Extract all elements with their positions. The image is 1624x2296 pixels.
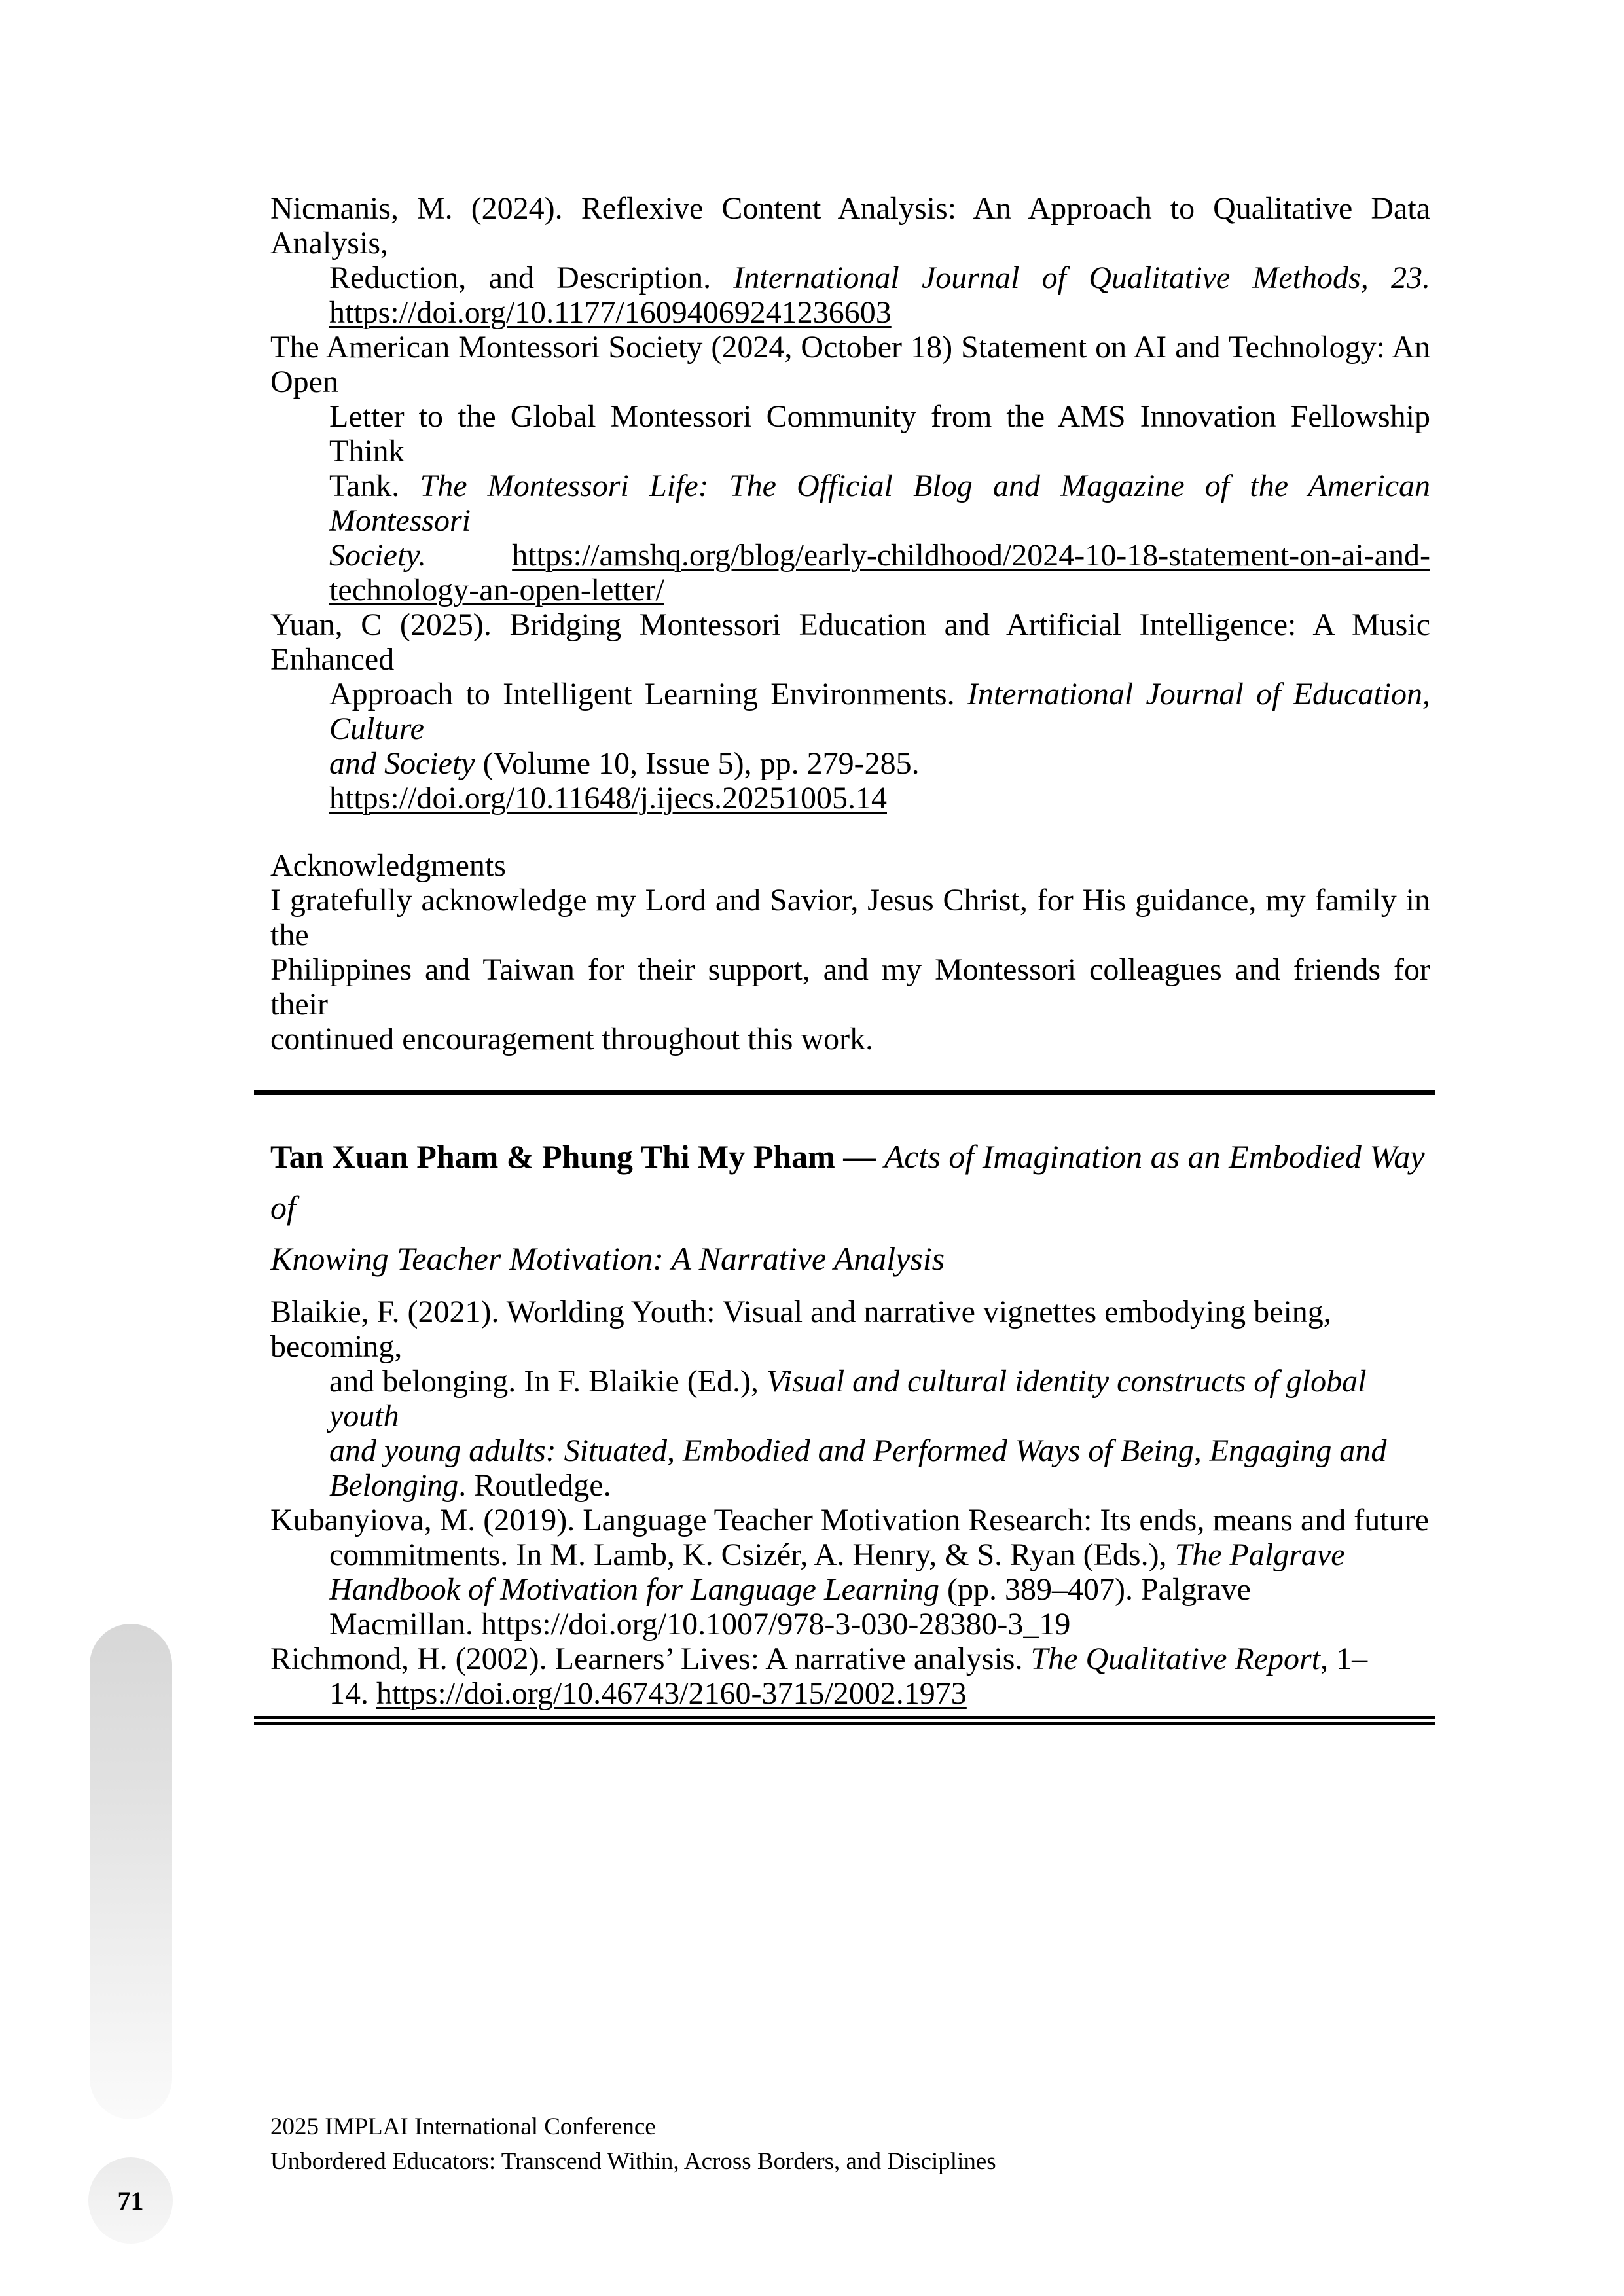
reference-entry bbox=[270, 191, 1430, 330]
text-segment: commitments. In M. Lamb, K. Csizér, A. Henry, & S. Ryan (Eds.), bbox=[329, 1537, 1175, 1572]
text-line bbox=[329, 573, 1430, 607]
text-line bbox=[270, 1295, 1430, 1364]
text-segment: Approach to Intelligent Learning Environments. bbox=[329, 677, 967, 711]
text-segment: Nicmanis, M. (2024). Reflexive Content Analysis: An Approach to Qualitative Data Analysis, bbox=[270, 191, 1430, 260]
text-line bbox=[329, 1433, 1430, 1468]
text-segment: , 1– bbox=[1320, 1641, 1368, 1676]
text-segment: and belonging. In F. Blaikie (Ed.), bbox=[329, 1364, 767, 1399]
link-url[interactable]: https://doi.org/10.1177/16094069241236603 bbox=[329, 295, 892, 330]
text-segment: Knowing Teacher Motivation: A Narrative Analysis bbox=[270, 1240, 945, 1277]
reference-list-montessori bbox=[270, 191, 1430, 816]
reference-entry bbox=[270, 607, 1430, 816]
text-line bbox=[270, 883, 1430, 952]
text-line bbox=[329, 1572, 1430, 1607]
text-line bbox=[270, 1641, 1430, 1676]
end-of-section-double-divider bbox=[254, 1716, 1435, 1725]
text-line bbox=[329, 469, 1430, 538]
text-line bbox=[270, 1022, 1430, 1056]
text-line bbox=[329, 538, 1430, 573]
text-segment: Blaikie, F. (2021). Worlding Youth: Visual and narrative vignettes embodying being, becoming, bbox=[270, 1295, 1331, 1364]
page-number: 71 bbox=[117, 2185, 144, 2215]
text-line bbox=[329, 295, 1430, 330]
text-line bbox=[329, 399, 1430, 469]
text-line bbox=[329, 1468, 1430, 1503]
footer-conference-theme: Unbordered Educators: Transcend Within, Across Borders, and Disciplines bbox=[270, 2148, 996, 2175]
section-divider bbox=[254, 1090, 1435, 1095]
text-segment: International Journal of Qualitative Methods, 23. bbox=[733, 260, 1431, 295]
text-segment: I gratefully acknowledge my Lord and Savior, Jesus Christ, for His guidance, my family in the bbox=[270, 883, 1430, 952]
text-segment: The Qualitative Report bbox=[1030, 1641, 1321, 1676]
acknowledgments-heading: Acknowledgments bbox=[270, 848, 506, 883]
text-line bbox=[270, 330, 1430, 399]
text-segment: Visual and cultural identity constructs of global youth bbox=[329, 1364, 1367, 1433]
text-line bbox=[329, 746, 1430, 816]
text-segment: Acts of Imagination as an Embodied Way of bbox=[270, 1138, 1425, 1226]
paper-authors-title-heading bbox=[270, 1131, 1430, 1284]
text-segment: Macmillan. https://doi.org/10.1007/978-3-030-28380-3_19 bbox=[329, 1607, 1071, 1641]
reference-entry bbox=[270, 330, 1430, 607]
text-segment: Society. bbox=[329, 538, 513, 573]
text-line bbox=[329, 1607, 1430, 1641]
text-segment: International Journal of Education, Culture bbox=[329, 677, 1430, 746]
text-line bbox=[270, 607, 1430, 677]
text-segment: Kubanyiova, M. (2019). Language Teacher Motivation Research: Its ends, means and future bbox=[270, 1503, 1429, 1537]
text-line bbox=[329, 1676, 1430, 1711]
text-line bbox=[270, 952, 1430, 1022]
text-segment: Belonging bbox=[329, 1468, 459, 1503]
footer bbox=[270, 2113, 996, 2182]
text-line bbox=[329, 260, 1430, 295]
text-line bbox=[329, 1364, 1430, 1433]
text-line bbox=[329, 677, 1430, 746]
reference-entry bbox=[270, 1295, 1430, 1503]
text-line bbox=[270, 1131, 1430, 1233]
reference-entry bbox=[270, 1641, 1430, 1711]
text-line bbox=[270, 1233, 1430, 1284]
text-line bbox=[270, 191, 1430, 260]
text-segment: and young adults: Situated, Embodied and Performed Ways of Being, Engaging and bbox=[329, 1433, 1387, 1468]
text-segment: Tank. bbox=[329, 469, 420, 503]
page-number-badge bbox=[88, 2157, 173, 2244]
text-segment: continued encouragement throughout this work. bbox=[270, 1022, 874, 1056]
link-url[interactable]: https://amshq.org/blog/early-childhood/2024-10-18-statement-on-ai-and- bbox=[512, 538, 1430, 573]
text-segment: Letter to the Global Montessori Community from the AMS Innovation Fellowship Think bbox=[329, 399, 1430, 469]
acknowledgments-text bbox=[270, 883, 1430, 1056]
left-margin-decoration bbox=[90, 1624, 172, 2119]
text-segment: Handbook of Motivation for Language Learning bbox=[329, 1572, 947, 1607]
text-segment: Tan Xuan Pham & Phung Thi My Pham — bbox=[270, 1138, 884, 1175]
text-segment: Yuan, C (2025). Bridging Montessori Education and Artificial Intelligence: A Music Enhanced bbox=[270, 607, 1430, 677]
text-line bbox=[270, 1503, 1430, 1537]
main-content bbox=[270, 191, 1430, 1725]
text-segment: (Volume 10, Issue 5), pp. 279-285. bbox=[482, 746, 920, 781]
reference-entry bbox=[270, 1503, 1430, 1641]
text-segment: . Routledge. bbox=[458, 1468, 611, 1503]
text-segment: Richmond, H. (2002). Learners’ Lives: A narrative analysis. bbox=[270, 1641, 1031, 1676]
footer-conference-name: 2025 IMPLAI International Conference bbox=[270, 2113, 656, 2140]
text-segment: The Montessori Life: The Official Blog and Magazine of the American Montessori bbox=[329, 469, 1431, 538]
text-segment: and Society bbox=[329, 746, 483, 781]
text-line bbox=[329, 1537, 1430, 1572]
text-segment: 14. bbox=[329, 1676, 376, 1711]
text-segment: The American Montessori Society (2024, October 18) Statement on AI and Technology: An Open bbox=[270, 330, 1430, 399]
text-segment: (pp. 389–407). Palgrave bbox=[947, 1572, 1251, 1607]
text-segment: Philippines and Taiwan for their support, and my Montessori colleagues and friends for their bbox=[270, 952, 1430, 1022]
reference-list-pham bbox=[270, 1295, 1430, 1711]
link-url[interactable]: https://doi.org/10.46743/2160-3715/2002.1973 bbox=[376, 1676, 967, 1711]
link-url[interactable]: https://doi.org/10.11648/j.ijecs.20251005.14 bbox=[329, 781, 887, 816]
text-segment: Reduction, and Description. bbox=[329, 260, 734, 295]
link-url[interactable]: technology-an-open-letter/ bbox=[329, 573, 664, 607]
text-segment: The Palgrave bbox=[1174, 1537, 1345, 1572]
